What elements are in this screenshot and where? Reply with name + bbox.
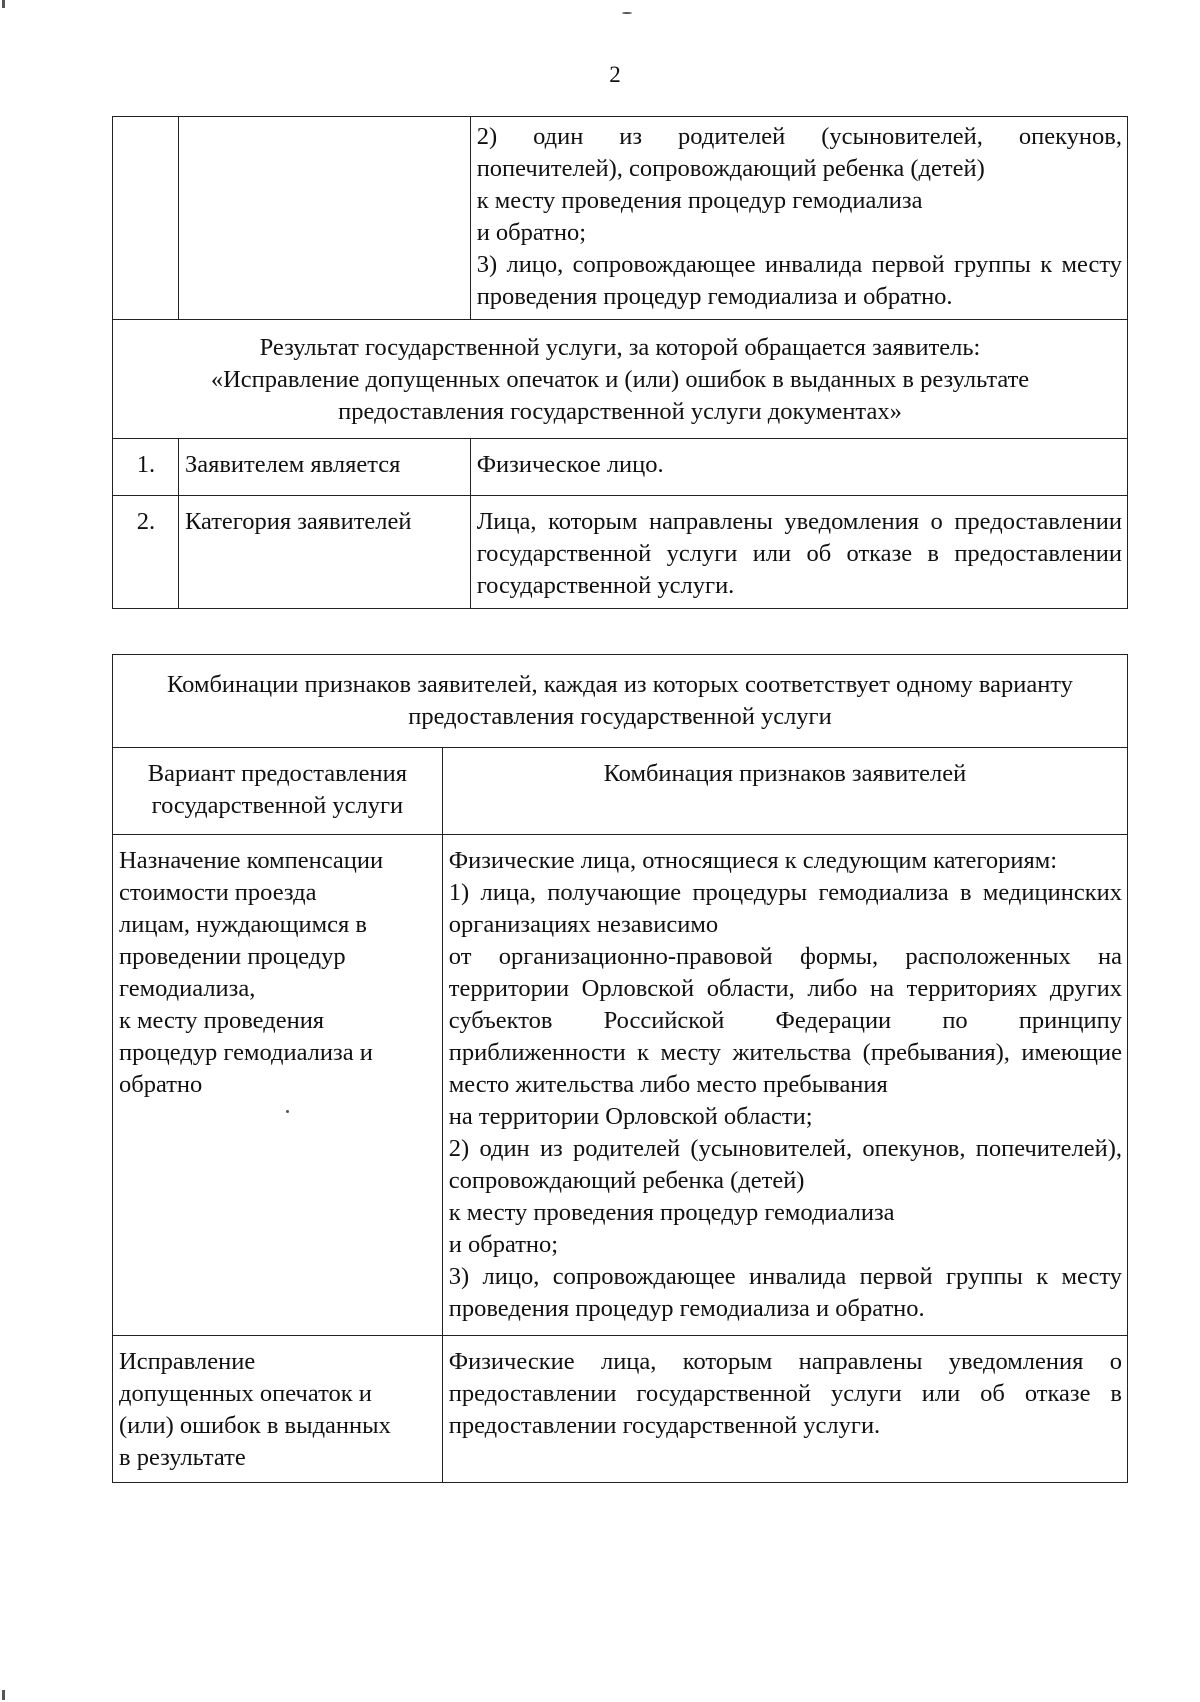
header-row — [113, 748, 1128, 835]
combination-line: Физические лица, которым направлены уведомления о предоставлении государственной услуги или об отказе в предоставлении государственной услуги. — [448, 1348, 1122, 1439]
combination-line: на территории Орловской области; — [448, 1103, 813, 1130]
combination-line: Физические лица, относящиеся к следующим категориям: — [448, 847, 1058, 874]
variant-line: Исправление — [119, 1348, 256, 1375]
variant-line: гемодиализа, — [119, 975, 256, 1002]
combination-line: от организационно-правовой формы, расположенных на территории Орловской области, либо на территориях других субъектов Российской Федерации по принципу приближенности к месту жительства (пребывания), имеющие место жительства либо место пребывания — [448, 943, 1122, 1098]
continuation-line: и обратно; — [476, 219, 587, 246]
section-header-line1: Результат государственной услуги, за которой обращается заявитель: — [259, 334, 981, 361]
variant-line: обратно — [119, 1071, 203, 1098]
combination-line: 3) лицо, сопровождающее инвалида первой группы к месту проведения процедур гемодиализа и обратно. — [448, 1263, 1122, 1322]
table-row — [113, 496, 1128, 609]
combinations-table — [112, 654, 1128, 1483]
variant-line: процедур гемодиализа и — [119, 1039, 373, 1066]
continuation-text-cell — [470, 117, 1127, 320]
combination-cell — [442, 835, 1127, 1336]
combinations-title: Комбинации признаков заявителей, каждая из которых соответствует одному варианту предоставления государственной услуги — [113, 655, 1128, 748]
page-number: 2 — [609, 62, 621, 87]
variant-header: Вариант предоставления государственной услуги — [113, 748, 443, 835]
variant-cell — [113, 835, 443, 1336]
row-value: Лица, которым направлены уведомления о предоставлении государственной услуги или об отказе в предоставлении государственной услуги. — [470, 496, 1127, 609]
variant-line: лицам, нуждающимся в — [119, 911, 368, 938]
combination-line: 1) лица, получающие процедуры гемодиализа в медицинских организациях независимо — [448, 879, 1122, 938]
variant-line: стоимости проезда — [119, 879, 317, 906]
scan-speck — [2, 0, 5, 8]
table-row — [113, 835, 1128, 1336]
variant-line: допущенных опечаток и — [119, 1380, 372, 1407]
combination-cell — [442, 1336, 1127, 1483]
row-label: Категория заявителей — [178, 496, 470, 609]
scan-speck — [622, 12, 632, 14]
combination-header: Комбинация признаков заявителей — [442, 748, 1127, 835]
scan-speck — [286, 1110, 289, 1113]
section-header-line2: «Исправление допущенных опечаток и (или) ошибок в выданных в результате предоставления государственной услуги документах» — [210, 366, 1030, 425]
row-number: 2. — [113, 496, 179, 609]
row-value: Физическое лицо. — [470, 439, 1127, 496]
continuation-num-cell — [113, 117, 179, 320]
variant-cell — [113, 1336, 443, 1483]
continuation-label-cell — [178, 117, 470, 320]
continuation-line: к месту проведения процедур гемодиализа — [476, 187, 923, 214]
combination-line: к месту проведения процедур гемодиализа — [448, 1199, 895, 1226]
table-row — [113, 1336, 1128, 1483]
variant-line: к месту проведения — [119, 1007, 325, 1034]
applicant-table — [112, 116, 1128, 609]
variant-line: в результате — [119, 1444, 246, 1471]
continuation-row — [113, 117, 1128, 320]
variant-line: (или) ошибок в выданных — [119, 1412, 391, 1439]
table-row — [113, 439, 1128, 496]
continuation-line: 2) один из родителей (усыновителей, опекунов, попечителей), сопровождающий ребенка (детей) — [476, 123, 1122, 182]
combinations-title-row — [113, 655, 1128, 748]
scan-speck — [2, 1690, 5, 1700]
variant-line: проведении процедур — [119, 943, 346, 970]
section-header-row — [113, 320, 1128, 439]
continuation-line: 3) лицо, сопровождающее инвалида первой группы к месту проведения процедур гемодиализа и обратно. — [476, 251, 1122, 310]
variant-line: Назначение компенсации — [119, 847, 384, 874]
combination-line: 2) один из родителей (усыновителей, опекунов, попечителей), сопровождающий ребенка (детей) — [448, 1135, 1122, 1194]
row-number: 1. — [113, 439, 179, 496]
section-header-cell — [113, 320, 1128, 439]
row-label: Заявителем является — [178, 439, 470, 496]
combination-line: и обратно; — [448, 1231, 559, 1258]
